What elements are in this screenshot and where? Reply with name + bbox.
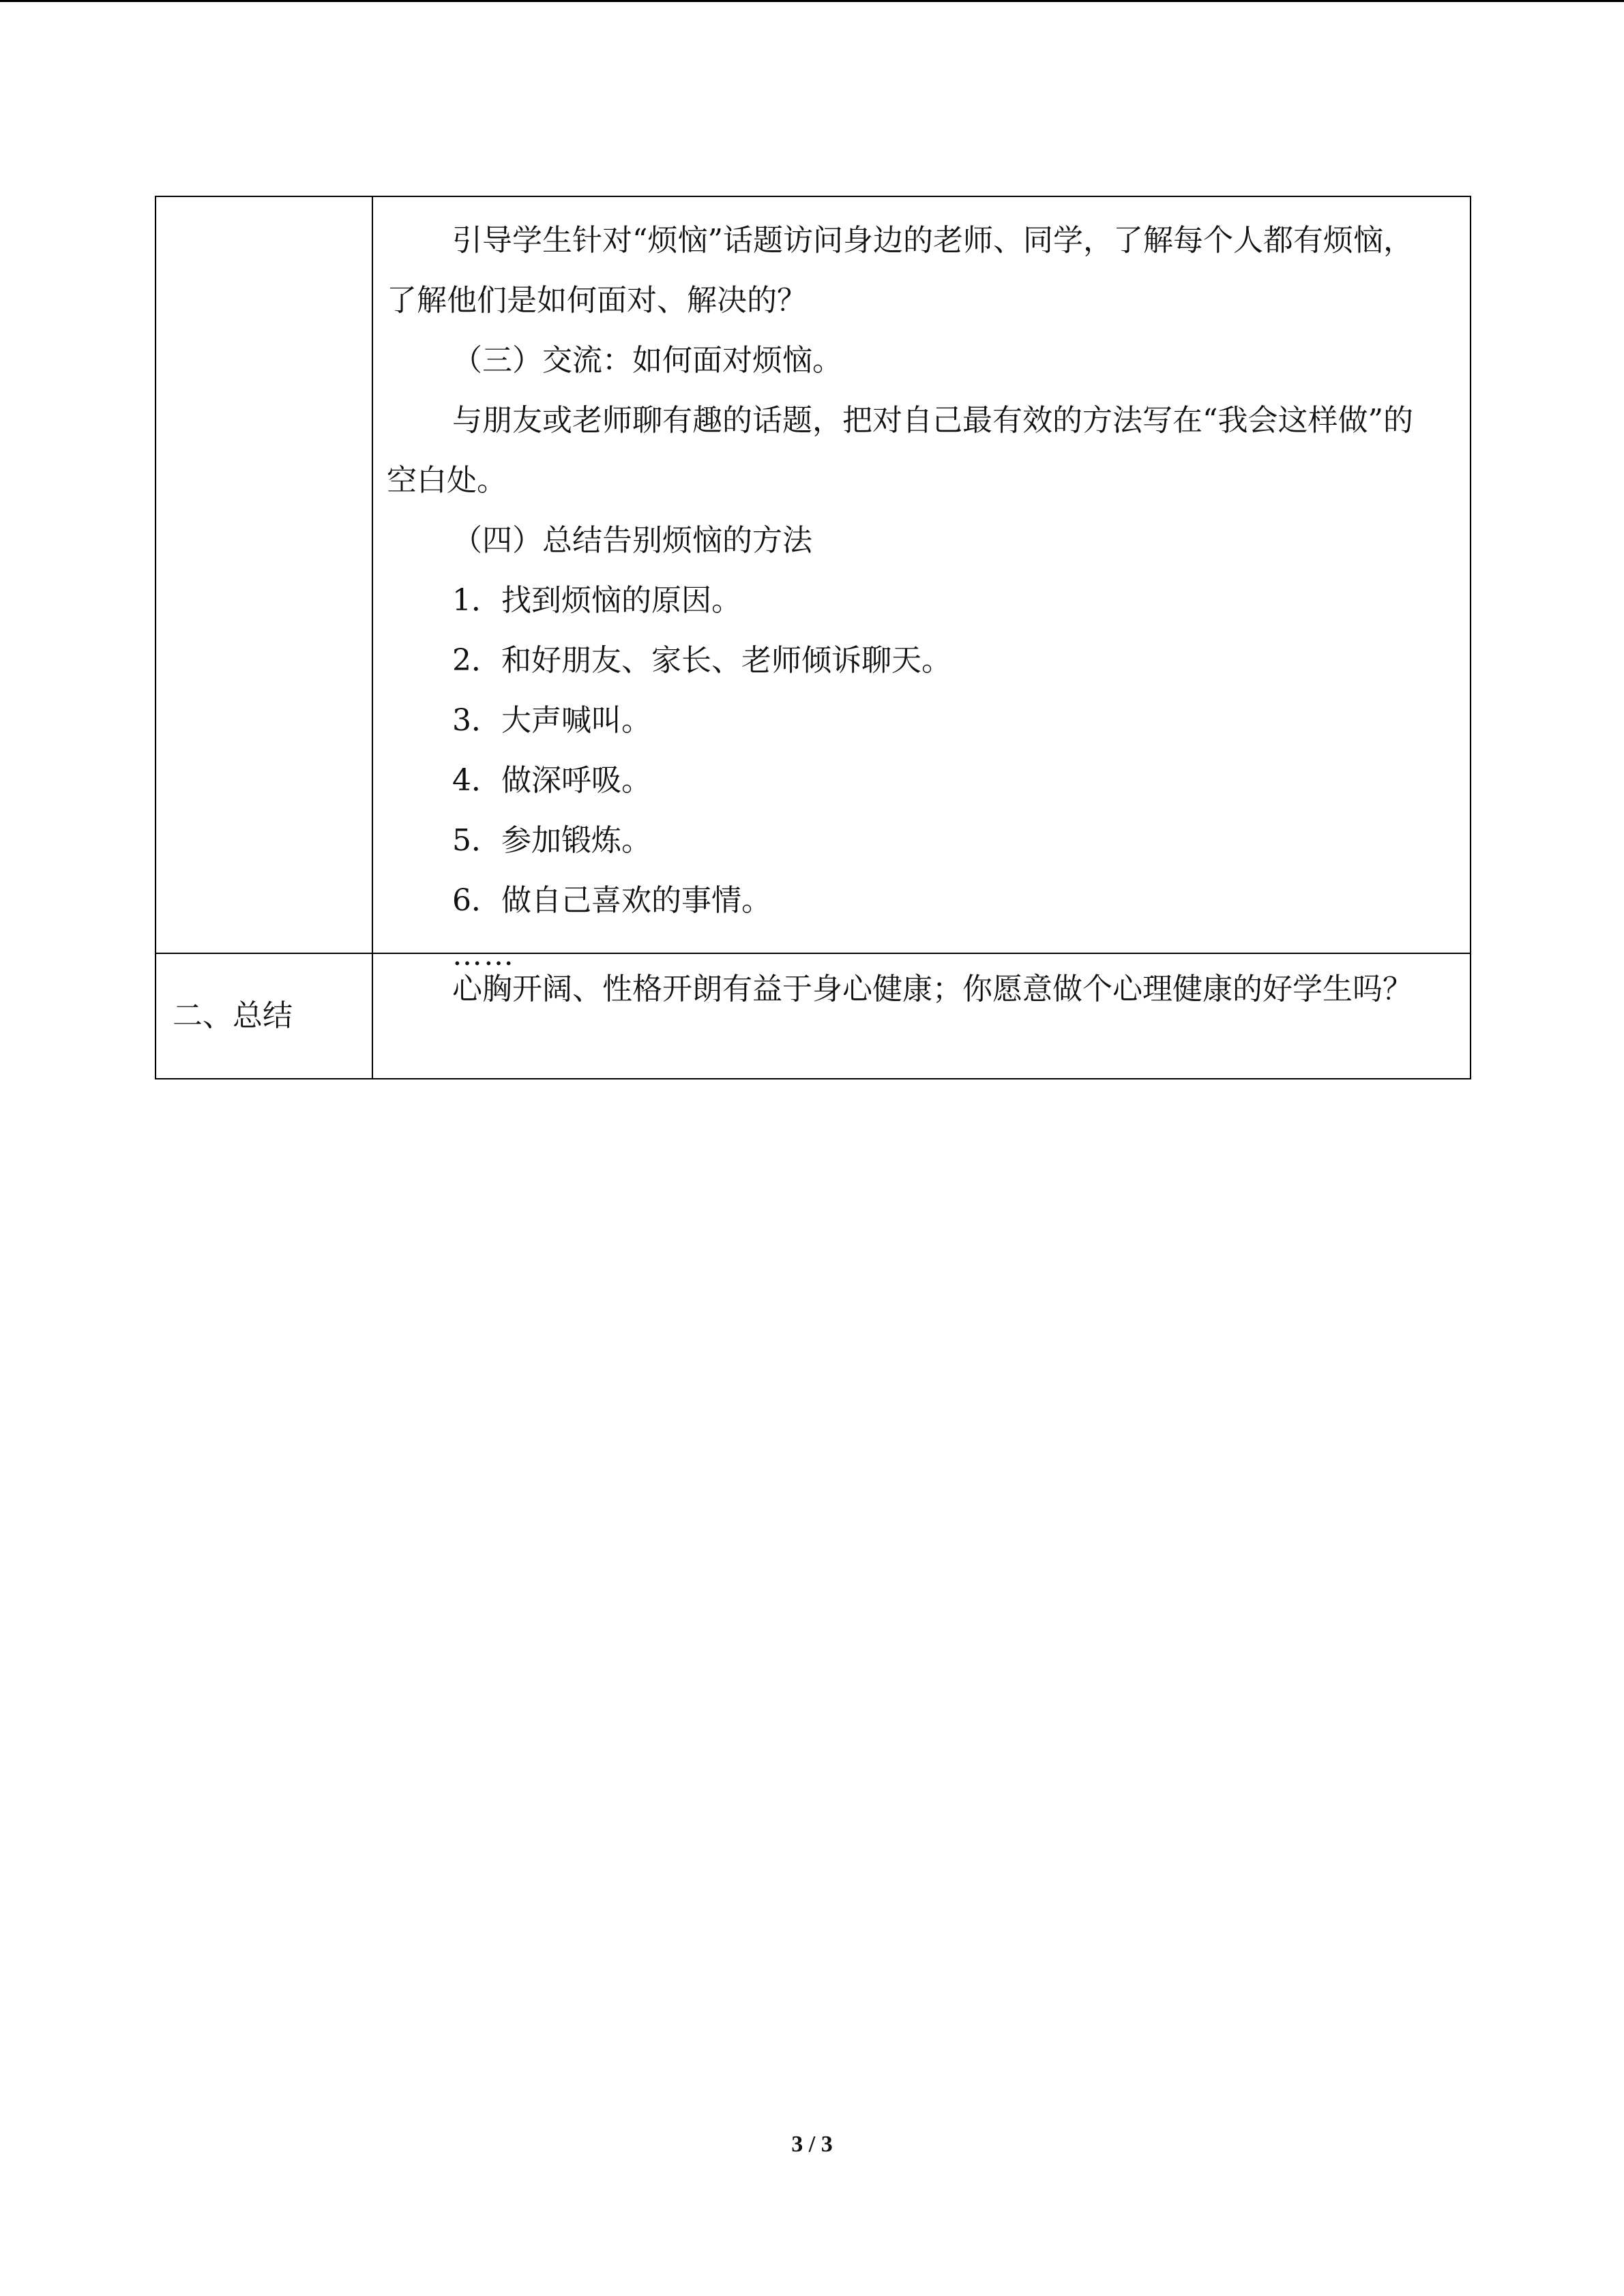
list-item: 6．做自己喜欢的事情。 [452, 883, 771, 918]
list-item: 4．做深呼吸。 [452, 763, 651, 798]
row2-right-cell [372, 953, 1471, 1079]
lesson-plan-table [155, 196, 1471, 1079]
list-item: 3．大声喊叫。 [452, 703, 651, 738]
row1-left-cell [156, 196, 372, 953]
section-label-summary: 二、总结 [173, 998, 293, 1033]
table-row [156, 953, 1471, 1079]
row1-content [373, 197, 1470, 972]
list-item: 2．和好朋友、家长、老师倾诉聊天。 [452, 643, 951, 678]
heading-exchange: （三）交流：如何面对烦恼。 [452, 343, 842, 378]
paragraph-conclusion: 心胸开阔、性格开朗有益于身心健康；你愿意做个心理健康的好学生吗？ [452, 972, 1413, 1007]
list-item: 1．找到烦恼的原因。 [452, 583, 741, 618]
paragraph-interview: 引导学生针对“烦恼”话题访问身边的老师、同学，了解每个人都有烦恼，了解他们是如何面对、解决的？ [387, 223, 1413, 318]
list-item: 5．参加锻炼。 [452, 823, 651, 858]
page-number: 3 / 3 [791, 2132, 833, 2157]
row2-left-cell [156, 953, 372, 1079]
ellipsis: …… [452, 938, 515, 972]
heading-summary-methods: （四）总结告别烦恼的方法 [452, 523, 812, 558]
row2-content [373, 954, 1470, 1030]
page-top-border [0, 0, 1624, 2]
paragraph-chat: 与朋友或老师聊有趣的话题，把对自己最有效的方法写在“我会这样做”的空白处。 [387, 403, 1413, 498]
row1-right-cell [372, 196, 1471, 972]
table-row [156, 196, 1471, 953]
